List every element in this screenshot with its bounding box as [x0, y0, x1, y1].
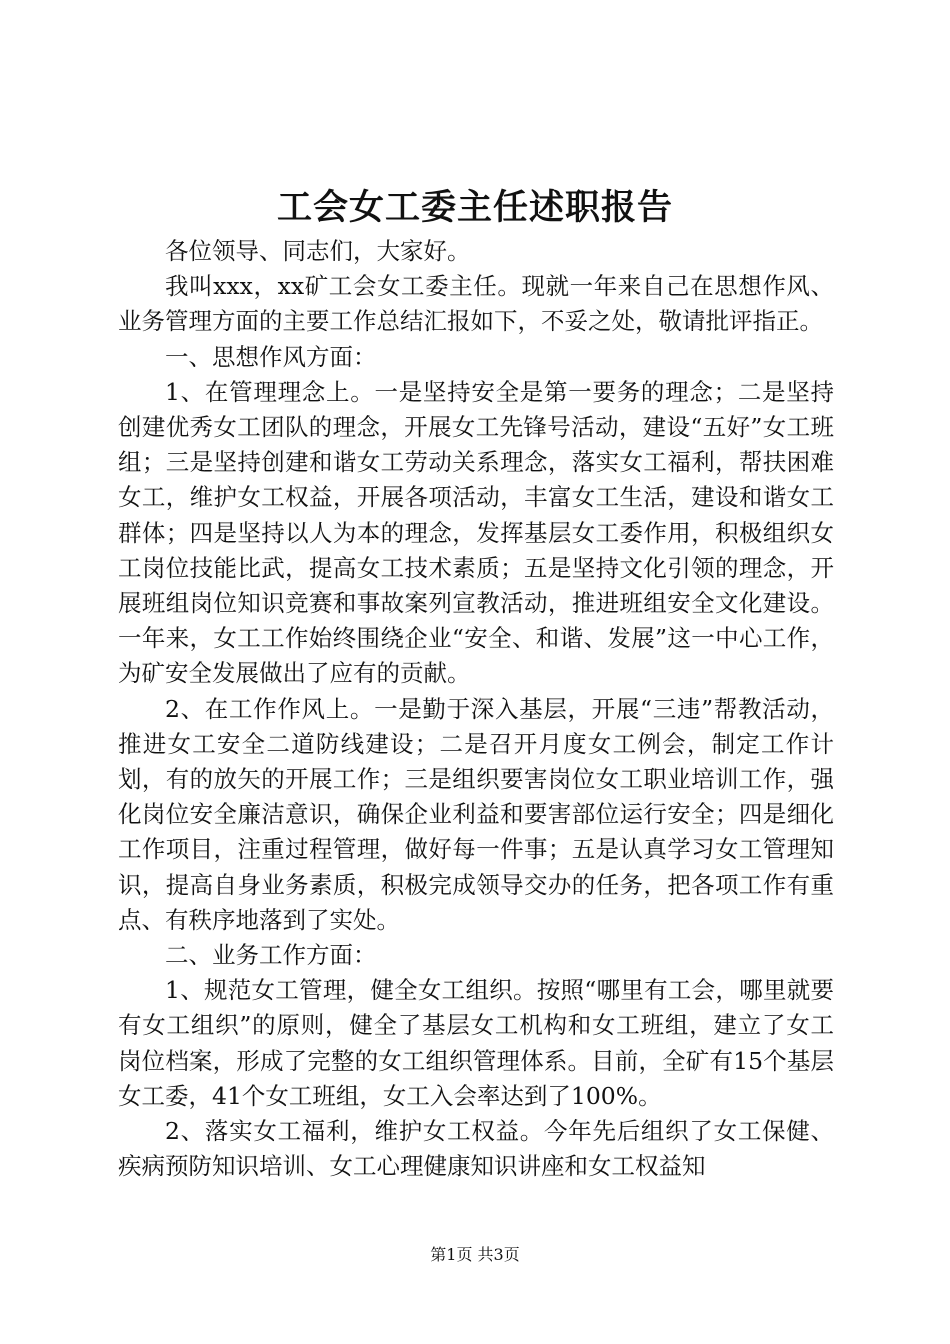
paragraph-greeting: 各位领导、同志们，大家好。	[165, 237, 471, 265]
paragraph-intro: 我叫xxx，xx矿工会女工委主任。现就一年来自己在思想作风、业务管理方面的主要工作总结汇报如下，不妥之处，敬请批评指正。	[118, 272, 834, 336]
document-title: 工会女工委主任述职报告	[276, 187, 673, 228]
section-heading-1: 一、思想作风方面：	[165, 342, 377, 371]
section-heading-2: 二、业务工作方面：	[165, 941, 377, 970]
paragraph-management-concept: 1、在管理理念上。一是坚持安全是第一要务的理念；二是坚持创建优秀女工团队的理念，开展女工先锋号活动，建设“五好”女工班组；三是坚持创建和谐女工劳动关系理念，落实女工福利，帮扶困难女工，维护女工权益，开展各项活动，丰富女工生活，建设和谐女工群体；四是坚持以人为本的理念，发挥基层女工委作用，积极组织女工岗位技能比武，提高女工技术素质；五是坚持文化引领的理念，开展班组岗位知识竞赛和事故案列宣教活动，推进班组安全文化建设。一年来，女工工作始终围绕企业“安全、和谐、发展”这一中心工作，为矿安全发展做出了应有的贡献。	[118, 377, 834, 688]
paragraph-work-style: 2、在工作作风上。一是勤于深入基层，开展“三违”帮教活动，推进女工安全二道防线建设；二是召开月度女工例会，制定工作计划，有的放矢的开展工作；三是组织要害岗位女工职业培训工作，强化岗位安全廉洁意识，确保企业利益和要害部位运行安全；四是细化工作项目，注重过程管理，做好每一件事；五是认真学习女工管理知识，提高自身业务素质，积极完成领导交办的任务，把各项工作有重点、有秩序地落到了实处。	[118, 694, 834, 934]
page-footer: 第1页 共3页	[430, 1245, 520, 1264]
paragraph-welfare: 2、落实女工福利，维护女工权益。今年先后组织了女工保健、疾病预防知识培训、女工心理健康知识讲座和女工权益知	[118, 1117, 834, 1181]
paragraph-organization: 1、规范女工管理，健全女工组织。按照“哪里有工会，哪里就要有女工组织”的原则，健全了基层女工机构和女工班组，建立了女工岗位档案，形成了完整的女工组织管理体系。目前，全矿有15个基层女工委，41个女工班组，女工入会率达到了100%。	[118, 976, 834, 1110]
document-body	[118, 234, 834, 1184]
